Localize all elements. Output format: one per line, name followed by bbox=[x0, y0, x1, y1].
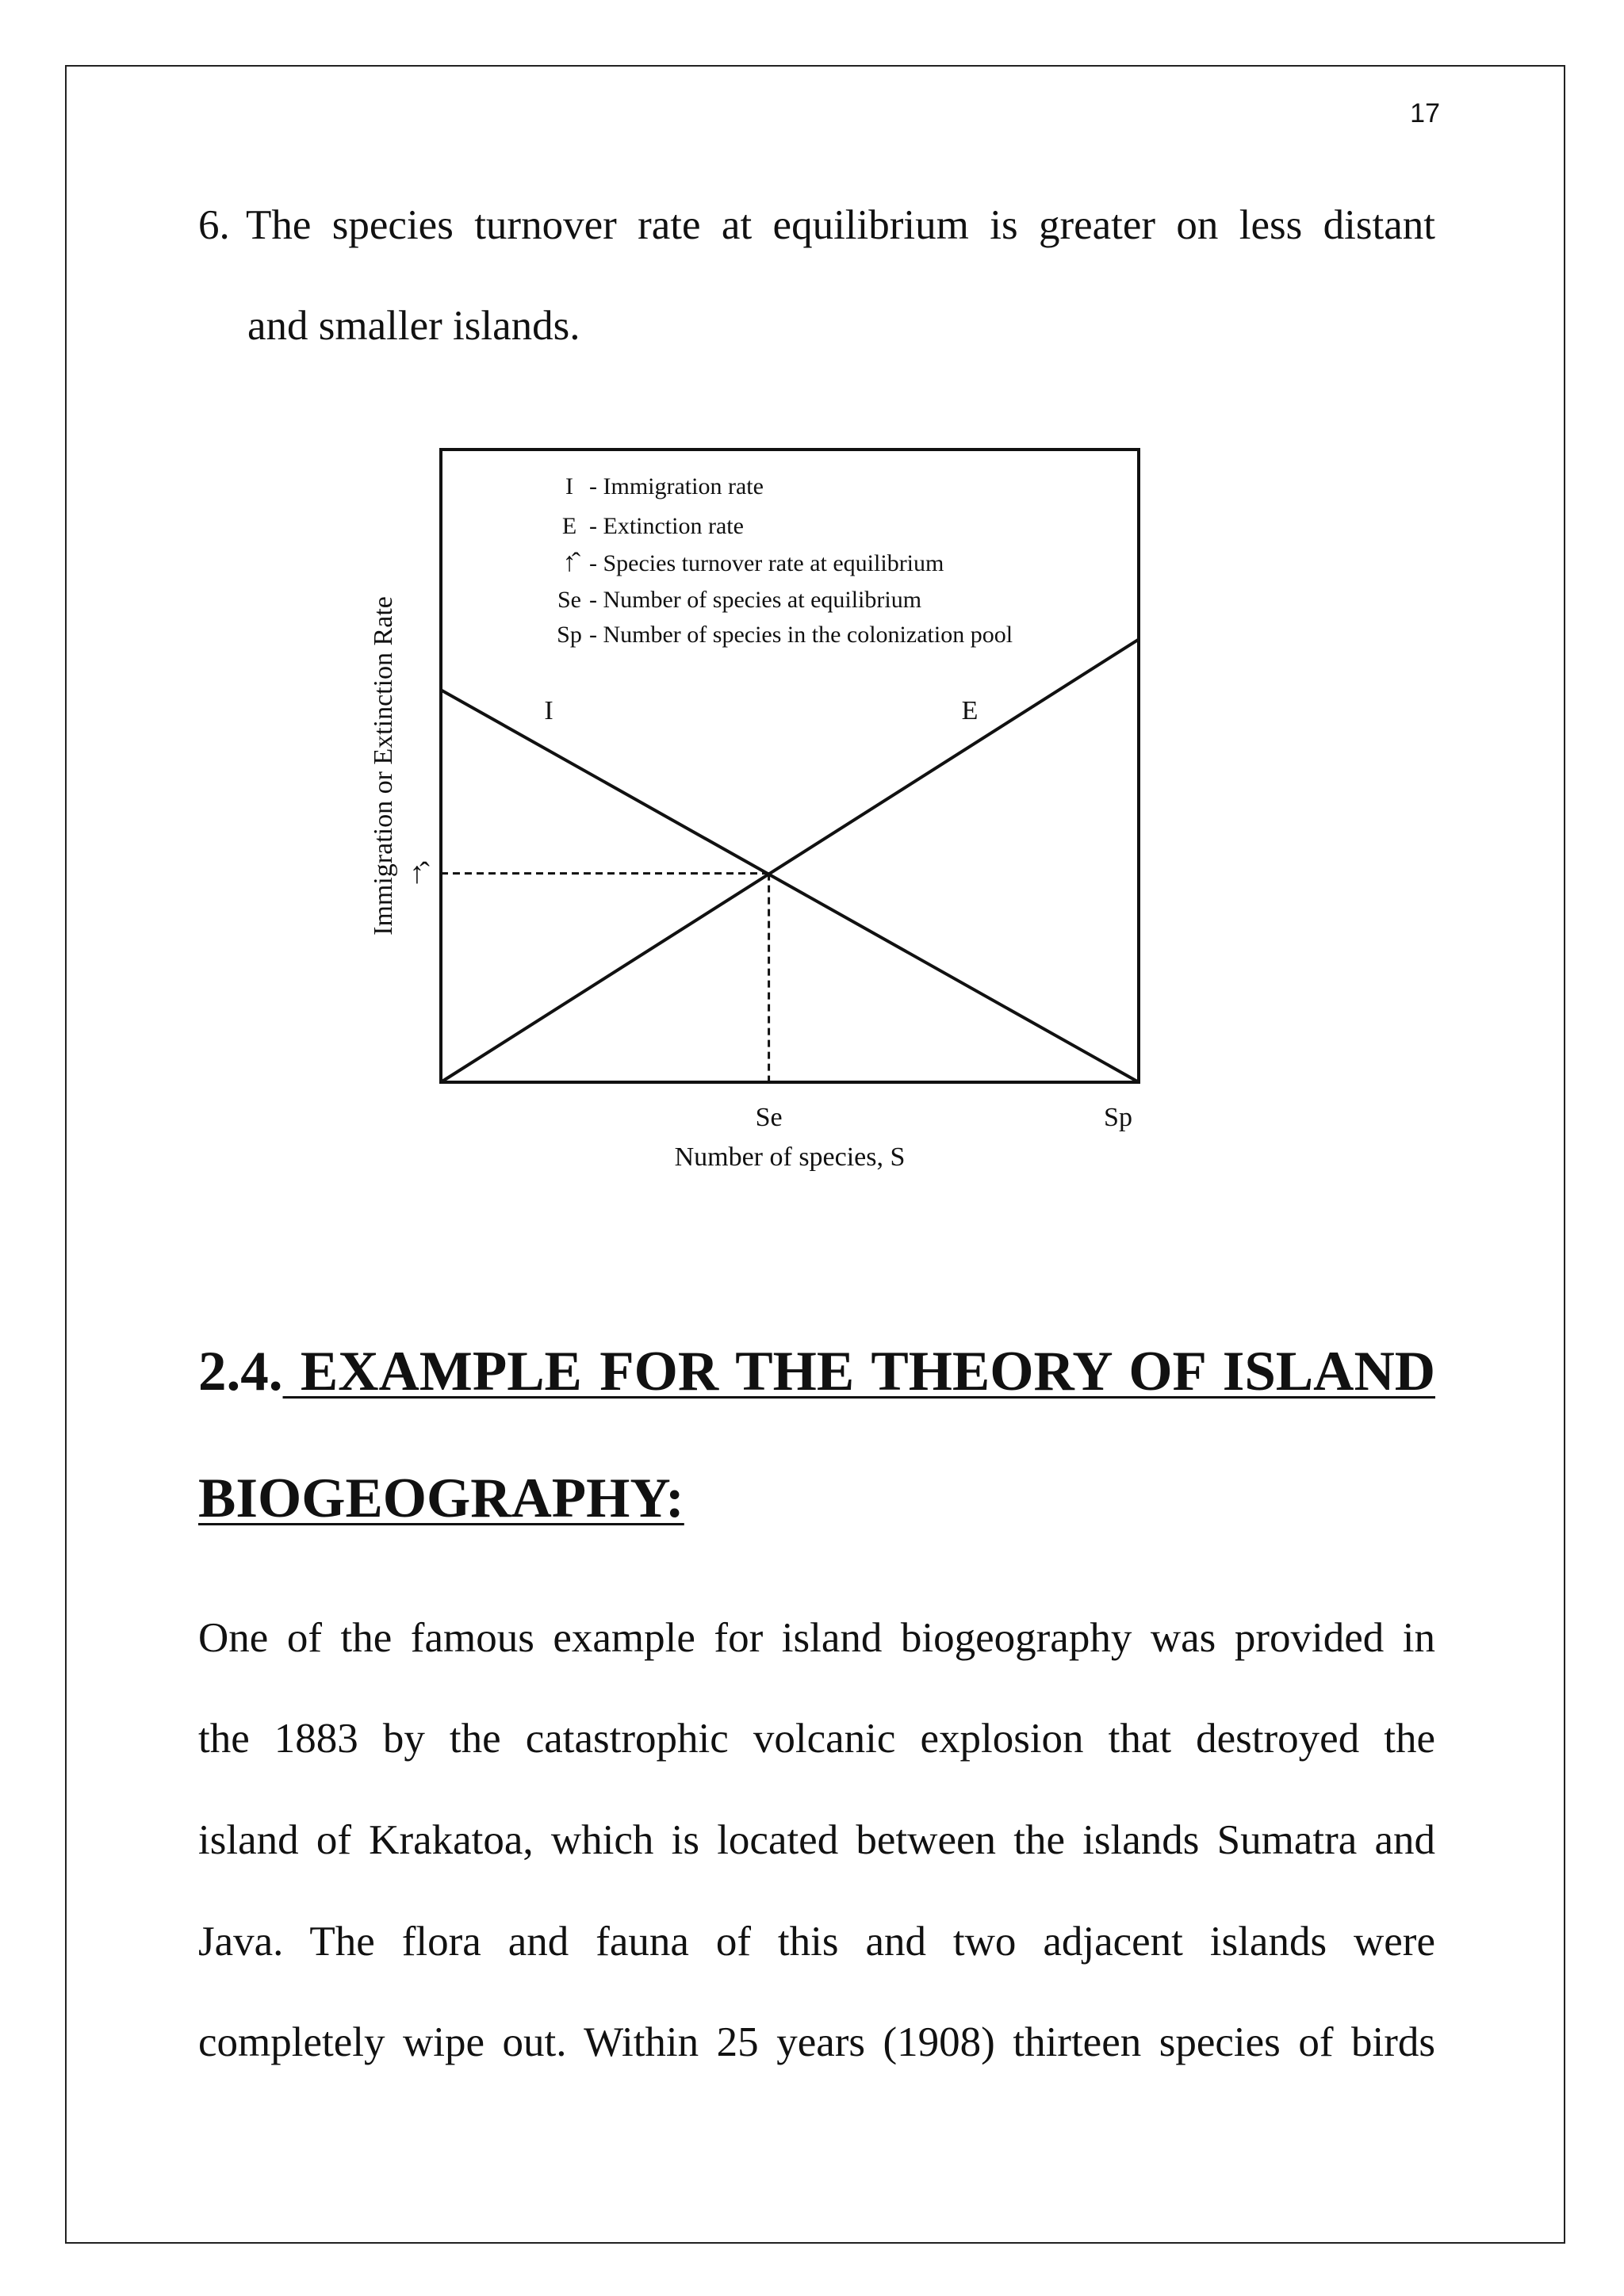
legend-symbol-se: Se bbox=[557, 587, 581, 613]
list-item-text: The species turnover rate at equilibrium is greater on less distant bbox=[246, 202, 1435, 248]
list-item-6-line1 bbox=[198, 201, 1435, 251]
section-number: 2.4. bbox=[198, 1341, 283, 1402]
body-line: Java. The flora and fauna of this and two adjacent islands were bbox=[198, 1919, 1435, 1965]
legend-symbol-e: E bbox=[561, 513, 577, 539]
section-title-part1: EXAMPLE FOR THE THEORY OF ISLAND bbox=[282, 1341, 1435, 1402]
extinction-curve-label: E bbox=[961, 696, 979, 725]
section-heading-line2 bbox=[198, 1467, 1435, 1530]
immigration-line bbox=[441, 690, 1139, 1082]
body-line: One of the famous example for island biogeography was provided in bbox=[198, 1615, 1435, 1661]
page-number: 17 bbox=[1410, 98, 1440, 128]
body-line: the 1883 by the catastrophic volcanic explosion that destroyed the bbox=[198, 1716, 1435, 1762]
x-axis-label: Number of species, S bbox=[674, 1142, 906, 1172]
list-item-6-line2: and smaller islands. bbox=[247, 303, 580, 349]
island-biogeography-chart bbox=[333, 428, 1158, 1189]
legend bbox=[557, 473, 1013, 648]
legend-symbol-turnover: ↑̂ bbox=[562, 548, 576, 577]
legend-symbol-i: I bbox=[565, 473, 573, 499]
plot-frame bbox=[441, 450, 1139, 1082]
list-item-number: 6. bbox=[198, 202, 230, 248]
legend-symbol-sp: Sp bbox=[557, 622, 582, 648]
body-line: island of Krakatoa, which is located between the islands Sumatra and bbox=[198, 1817, 1435, 1863]
x-tick-se: Se bbox=[755, 1103, 783, 1132]
legend-text-turnover: - Species turnover rate at equilibrium bbox=[589, 550, 944, 576]
legend-text-e: - Extinction rate bbox=[589, 513, 744, 539]
legend-text-se: - Number of species at equilibrium bbox=[589, 587, 922, 613]
immigration-curve-label: I bbox=[544, 696, 553, 725]
section-heading-line1 bbox=[198, 1340, 1435, 1403]
legend-text-sp: - Number of species in the colonization pool bbox=[589, 622, 1013, 648]
y-axis-label: Immigration or Extinction Rate bbox=[369, 596, 398, 936]
y-tick-turnover: ↑̂ bbox=[409, 856, 425, 890]
body-line: completely wipe out. Within 25 years (1908) thirteen species of birds bbox=[198, 2019, 1435, 2065]
section-title-part2: BIOGEOGRAPHY: bbox=[198, 1468, 684, 1529]
x-tick-sp: Sp bbox=[1104, 1103, 1132, 1132]
legend-text-i: - Immigration rate bbox=[589, 473, 764, 499]
